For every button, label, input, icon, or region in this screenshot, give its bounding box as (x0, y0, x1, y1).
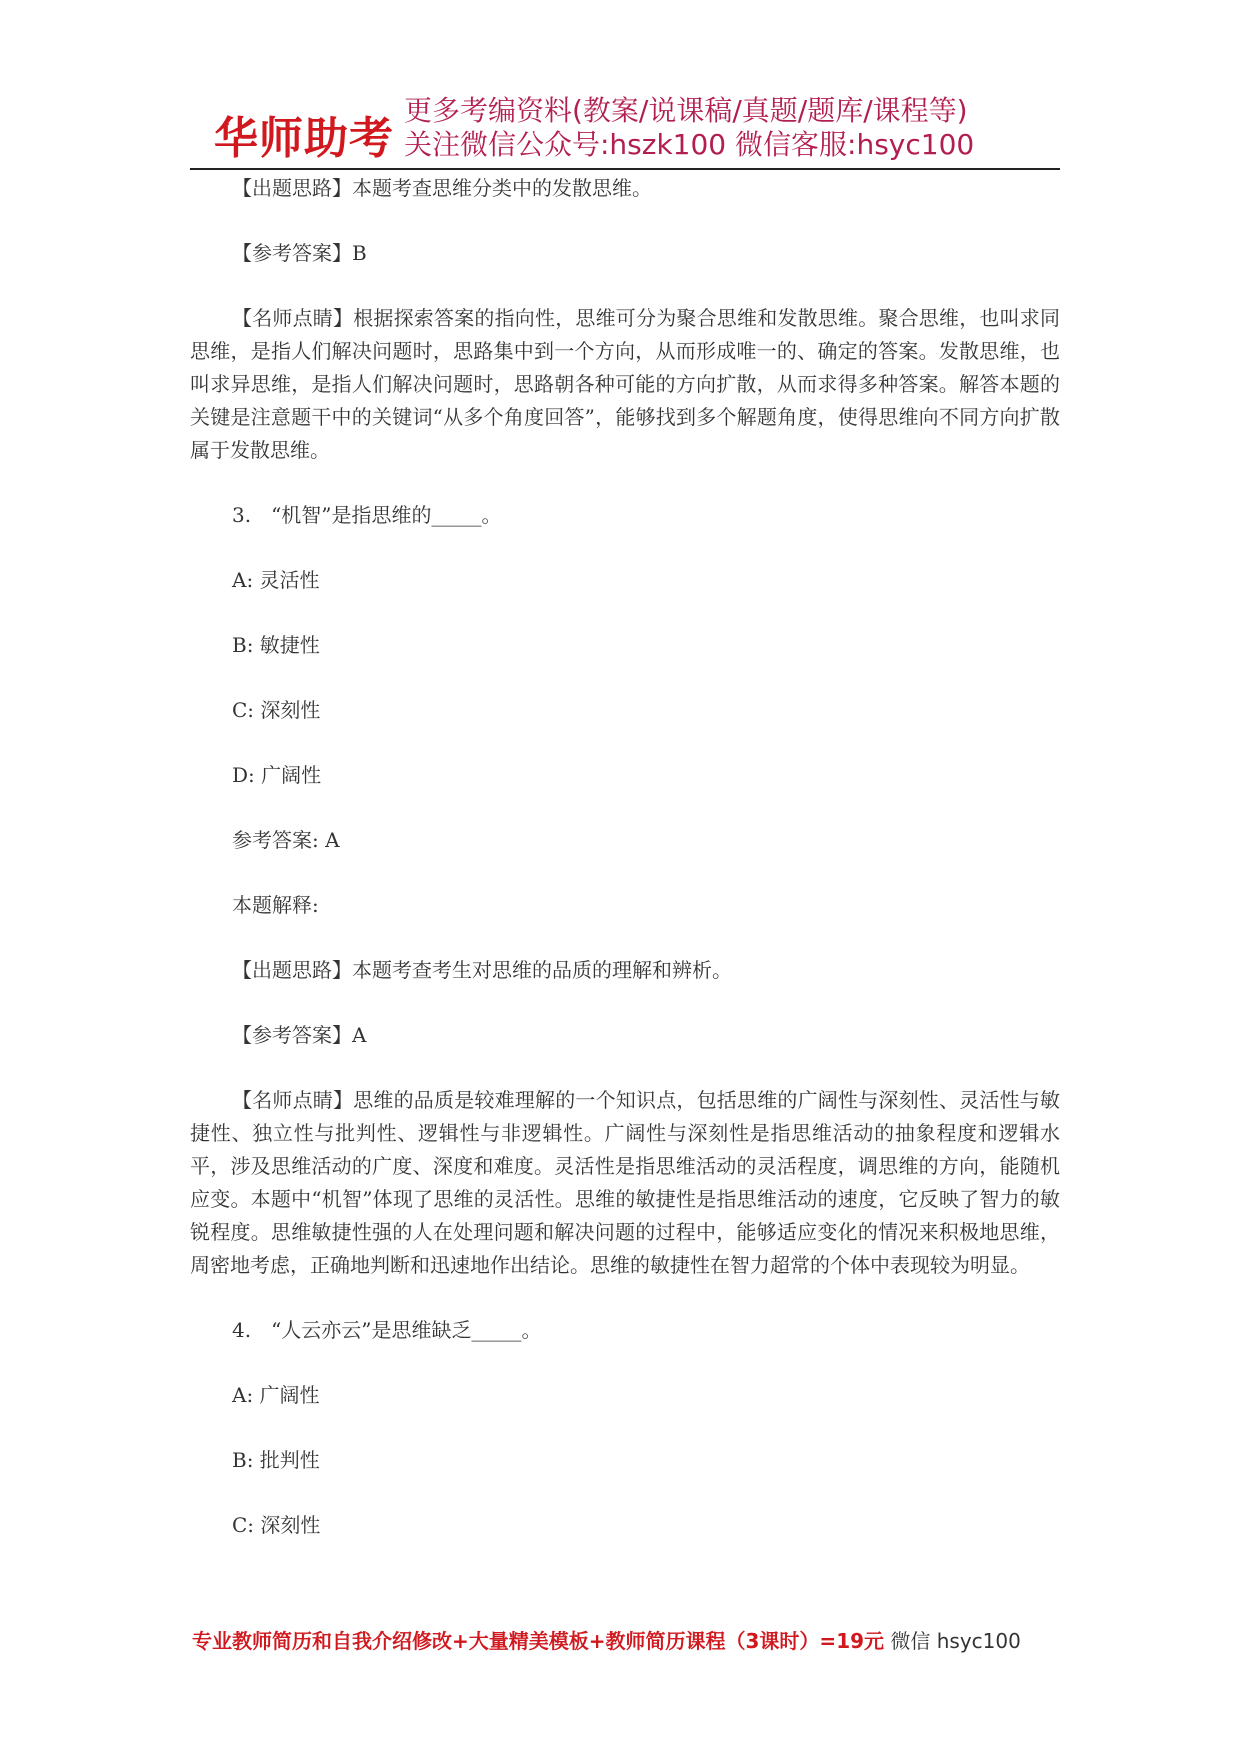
footer-ad-text: 专业教师简历和自我介绍修改+大量精美模板+教师简历课程（3课时）=19元 (192, 1629, 885, 1653)
q3-option-a: A: 灵活性 (232, 568, 320, 592)
q3-option-b: B: 敏捷性 (232, 633, 320, 657)
q2-comment: 【名师点睛】根据探索答案的指向性，思维可分为聚合思维和发散思维。聚合思维，也叫求同思维，是指人们解决问题时，思路集中到一个方向，从而形成唯一的、确定的答案。发散思维，也叫求异思维，是指人们解决问题时，思路朝各种可能的方向扩散，从而求得多种答案。解答本题的关键是注意题干中的关键词“从多个角度回答”，能够找到多个解题角度，使得思维向不同方向扩散属于发散思维。 (190, 306, 1060, 462)
header-promo-line-1: 更多考编资料(教案/说课稿/真题/题库/课程等) (404, 94, 968, 127)
q4-stem: 4. “人云亦云”是思维缺乏_____。 (232, 1318, 542, 1342)
q3-option-d: D: 广阔性 (232, 763, 322, 787)
q3-comment: 【名师点睛】思维的品质是较难理解的一个知识点，包括思维的广阔性与深刻性、灵活性与敏捷性、独立性与批判性、逻辑性与非逻辑性。广阔性与深刻性是指思维活动的抽象程度和逻辑水平，涉及思维活动的广度、深度和难度。灵活性是指思维活动的灵活程度，调思维的方向，能随机应变。本题中“机智”体现了思维的灵活性。思维的敏捷性是指思维活动的速度，它反映了智力的敏锐程度。思维敏捷性强的人在处理问题和解决问题的过程中，能够适应变化的情况来积极地思维，周密地考虑，正确地判断和迅速地作出结论。思维的敏捷性在智力超常的个体中表现较为明显。 (190, 1088, 1060, 1277)
q3-ref-answer: 参考答案: A (232, 828, 340, 852)
q3-stem: 3. “机智”是指思维的_____。 (232, 503, 502, 527)
q3-option-c: C: 深刻性 (232, 698, 321, 722)
q2-idea: 【出题思路】本题考查思维分类中的发散思维。 (232, 176, 652, 200)
page-footer (192, 1625, 1062, 1654)
page-header (190, 90, 1060, 170)
header-promo (404, 94, 974, 162)
q2-answer: 【参考答案】B (232, 241, 367, 265)
footer-wechat: 微信 hsyc100 (884, 1629, 1021, 1653)
q4-option-b: B: 批判性 (232, 1448, 320, 1472)
q3-idea: 【出题思路】本题考查考生对思维的品质的理解和辨析。 (232, 958, 732, 982)
q4-option-a: A: 广阔性 (232, 1383, 320, 1407)
header-promo-line-2: 关注微信公众号:hszk100 微信客服:hsyc100 (404, 128, 975, 161)
q3-answer: 【参考答案】A (232, 1023, 367, 1047)
document-body (190, 172, 1060, 1574)
brand-logo: 华师助考 (214, 113, 394, 164)
q3-explain-label: 本题解释: (232, 893, 319, 917)
q4-option-c: C: 深刻性 (232, 1513, 321, 1537)
